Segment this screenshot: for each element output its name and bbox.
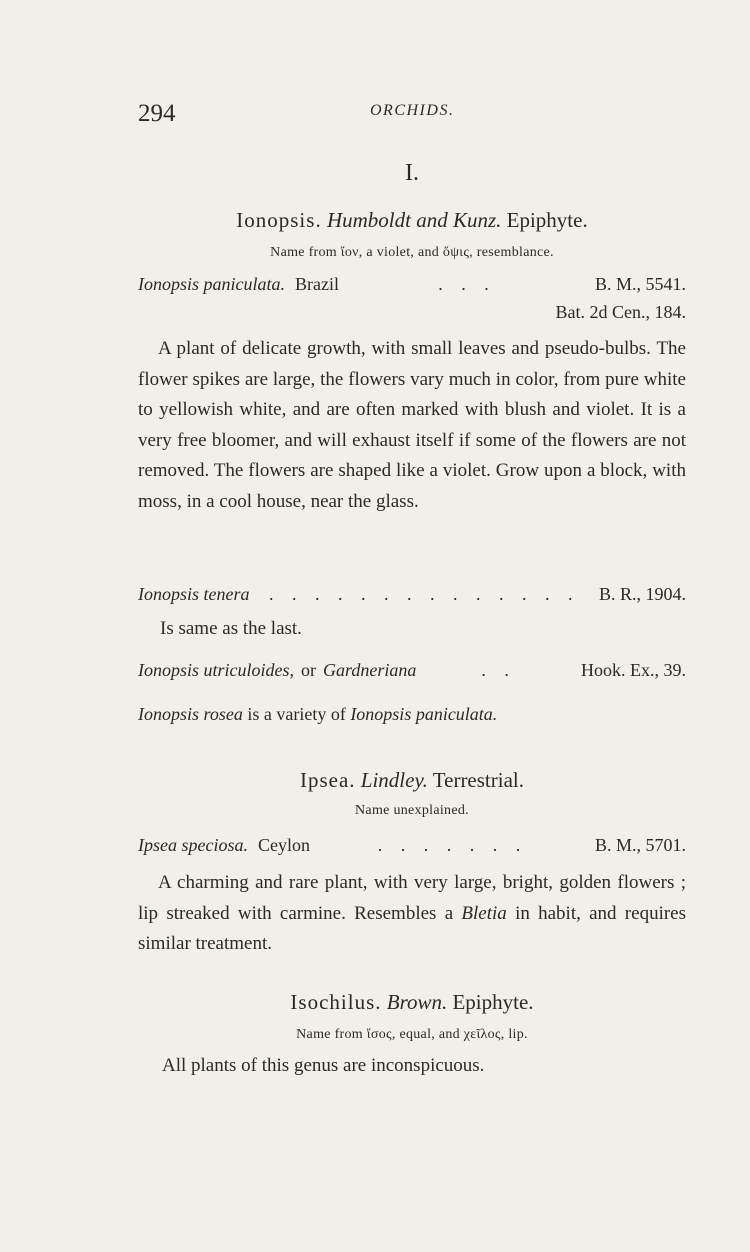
conjunction: or <box>301 660 316 680</box>
leader-dots: . . . . . . . <box>377 835 528 855</box>
species-reference: B. M., 5701. <box>594 835 686 855</box>
description-speciosa <box>138 868 686 960</box>
species-entry-rosea <box>138 704 497 725</box>
species-synonym: Gardneriana <box>323 660 417 680</box>
etymology-ionopsis: Name from ἴον, a violet, and ὄψις, resemblance. <box>270 245 554 260</box>
species-name: Ionopsis paniculata. <box>138 274 285 294</box>
species-reference-secondary: Bat. 2d Cen., 184. <box>555 302 686 322</box>
genus-name: Ipsea. <box>299 768 356 792</box>
description-genus-ref: Bletia <box>461 902 507 924</box>
species-note: is a variety of <box>247 704 346 724</box>
etymology-isochilus: Name from ἴσος, equal, and χεῖλος, lip. <box>296 1027 528 1042</box>
genus-habit: Terrestrial. <box>432 768 524 792</box>
genus-habit: Epiphyte. <box>452 990 534 1014</box>
genus-name: Isochilus. <box>290 990 382 1014</box>
running-head: ORCHIDS. <box>370 102 455 119</box>
genus-heading-ionopsis <box>138 208 686 233</box>
leader-dots: . . <box>481 660 516 680</box>
page-header <box>138 100 686 130</box>
species-entry-utriculoides <box>138 660 686 681</box>
species-note-tenera: Is same as the last. <box>160 618 302 639</box>
description-text-end: in habit, and requires similar treatment. <box>138 902 686 954</box>
species-reference: B. R., 1904. <box>598 584 686 604</box>
genus-heading-ipsea <box>138 768 686 793</box>
genus-note-isochilus: All plants of this genus are inconspicuous. <box>162 1055 485 1076</box>
species-name: Ionopsis tenera <box>138 584 250 604</box>
species-entry-paniculata <box>138 274 686 295</box>
leader-dots: . . . <box>438 274 496 294</box>
species-entry-speciosa <box>138 835 686 856</box>
species-reference: Hook. Ex., 39. <box>581 660 686 680</box>
description-text: A charming and rare plant, with very large, bright, golden flowers ; lip streaked with carmine. Resembles a <box>138 872 686 924</box>
genus-habit: Epiphyte. <box>506 208 588 232</box>
genus-authority: Humboldt and Kunz. <box>326 208 502 232</box>
species-entry-tenera <box>138 584 686 605</box>
species-reference-name: Ionopsis paniculata. <box>350 704 498 724</box>
species-name: Ionopsis utriculoides, <box>138 660 294 680</box>
etymology-ipsea: Name unexplained. <box>355 803 469 818</box>
species-origin: Ceylon <box>257 835 310 855</box>
leader-dots: . . . . . . . . . . . . . . <box>268 584 580 604</box>
species-name: Ipsea speciosa. <box>138 835 248 855</box>
species-origin: Brazil <box>295 274 339 294</box>
species-reference: B. M., 5541. <box>594 274 686 294</box>
genus-name: Ionopsis. <box>236 208 322 232</box>
section-numeral: I. <box>405 160 419 186</box>
genus-heading-isochilus <box>138 990 686 1015</box>
page-number: 294 <box>138 100 176 127</box>
species-name: Ionopsis rosea <box>138 704 243 724</box>
genus-authority: Lindley. <box>360 768 428 792</box>
genus-authority: Brown. <box>386 990 448 1014</box>
description-paniculata: A plant of delicate growth, with small leaves and pseudo-bulbs. The flower spikes are large, the flowers vary much in color, from pure white to yellowish white, and are often marked with blush and violet. It is a very free bloomer, and will exhaust itself if some of the flowers are not removed. The flowers are shaped like a violet. Grow upon a block, with moss, in a cool house, near the glass. <box>138 338 686 512</box>
